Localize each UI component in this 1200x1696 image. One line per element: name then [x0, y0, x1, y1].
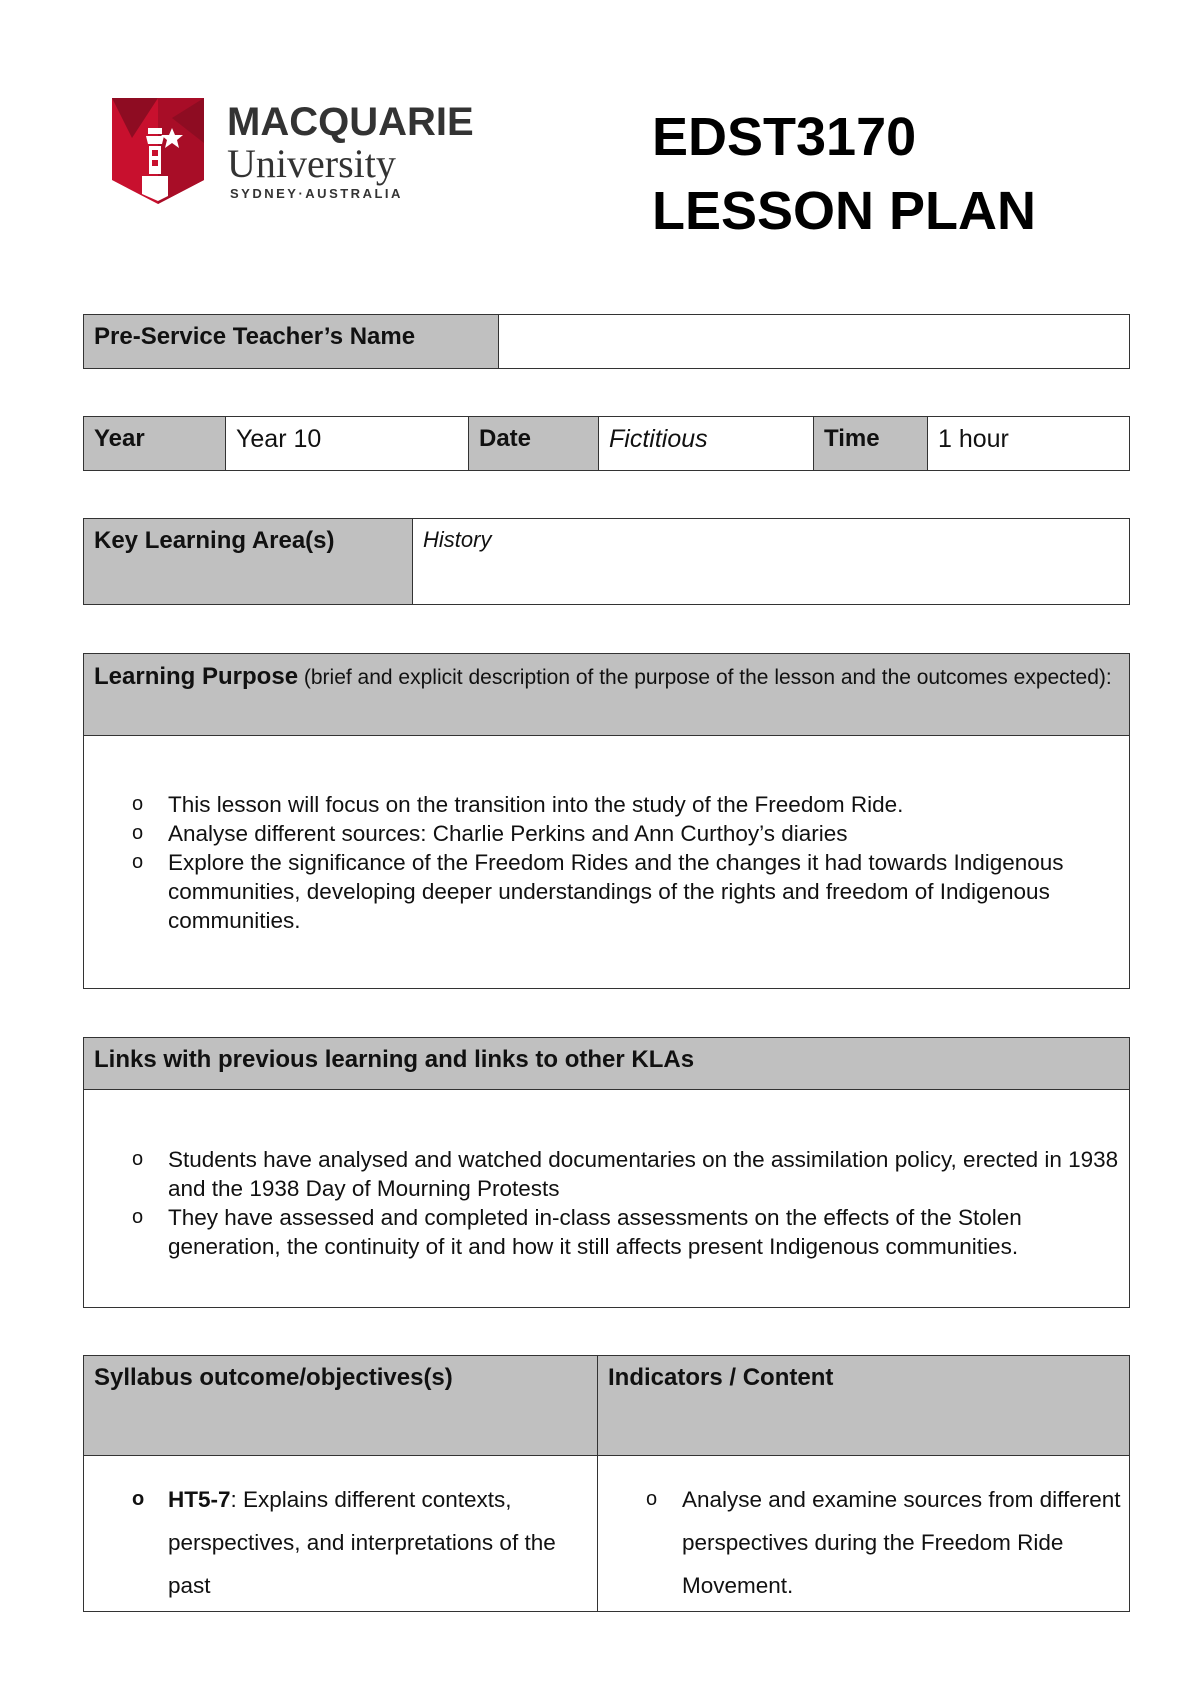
brand-location: SYDNEY·AUSTRALIA: [230, 186, 403, 201]
list-item: [84, 1478, 597, 1607]
teacher-name-label: Pre-Service Teacher’s Name: [84, 315, 499, 369]
teacher-name-table: [83, 314, 1130, 369]
indicators-list: [598, 1478, 1129, 1607]
learning-purpose-body: [84, 736, 1130, 989]
links-body: [84, 1090, 1130, 1308]
learning-purpose-label: Learning Purpose: [94, 663, 299, 690]
indicators-cell: [598, 1456, 1130, 1612]
syllabus-outcome-cell: [84, 1456, 598, 1612]
list-item: o Analyse and examine sources from different perspectives during the Freedom Ride Movement.: [598, 1478, 1129, 1607]
learning-purpose-header: [84, 654, 1130, 736]
list-item: o Explore the significance of the Freedom Rides and the changes it had towards Indigenous communities, developing deeper understandings of the rights and freedom of Indigenous communities.: [84, 848, 1129, 935]
syllabus-table: [83, 1355, 1130, 1612]
date-value: Fictitious: [599, 417, 814, 471]
outcome-list: [84, 1478, 597, 1607]
learning-purpose-list: [84, 790, 1129, 935]
outcome-text: : Explains different contexts, perspectives, and interpretations of the past: [168, 1487, 556, 1598]
list-item: o Students have analysed and watched documentaries on the assimilation policy, erected in 1938 and the 1938 Day of Mourning Protests: [84, 1145, 1129, 1203]
year-label: Year: [84, 417, 226, 471]
kla-value: History: [413, 519, 1130, 605]
lighthouse-shield-icon: [112, 98, 204, 204]
indicators-label: Indicators / Content: [598, 1356, 1130, 1456]
brand-subname: University: [227, 141, 396, 186]
time-value: 1 hour: [928, 417, 1130, 471]
document-title: [652, 100, 1036, 248]
kla-table: [83, 518, 1130, 605]
syllabus-outcome-label: Syllabus outcome/objectives(s): [84, 1356, 598, 1456]
list-item: o This lesson will focus on the transition into the study of the Freedom Ride.: [84, 790, 1129, 819]
teacher-name-field[interactable]: [499, 315, 1130, 369]
lesson-details-table: [83, 416, 1130, 471]
links-label: Links with previous learning and links to other KLAs: [84, 1038, 1130, 1090]
outcome-code: HT5-7: [168, 1487, 231, 1512]
date-label: Date: [469, 417, 599, 471]
year-value: Year 10: [226, 417, 469, 471]
list-item: o Analyse different sources: Charlie Perkins and Ann Curthoy’s diaries: [84, 819, 1129, 848]
links-list: [84, 1145, 1129, 1261]
brand-name: MACQUARIE: [227, 100, 474, 144]
plan-heading: LESSON PLAN: [652, 181, 1037, 241]
learning-purpose-table: [83, 653, 1130, 989]
links-table: [83, 1037, 1130, 1308]
course-code: EDST3170: [652, 107, 917, 167]
time-label: Time: [814, 417, 928, 471]
kla-label: Key Learning Area(s): [84, 519, 413, 605]
learning-purpose-note: (brief and explicit description of the purpose of the lesson and the outcomes expected):: [298, 666, 1112, 689]
list-item: o They have assessed and completed in-class assessments on the effects of the Stolen generation, the continuity of it and how it still affects present Indigenous communities.: [84, 1203, 1129, 1261]
university-logo: [112, 98, 472, 208]
